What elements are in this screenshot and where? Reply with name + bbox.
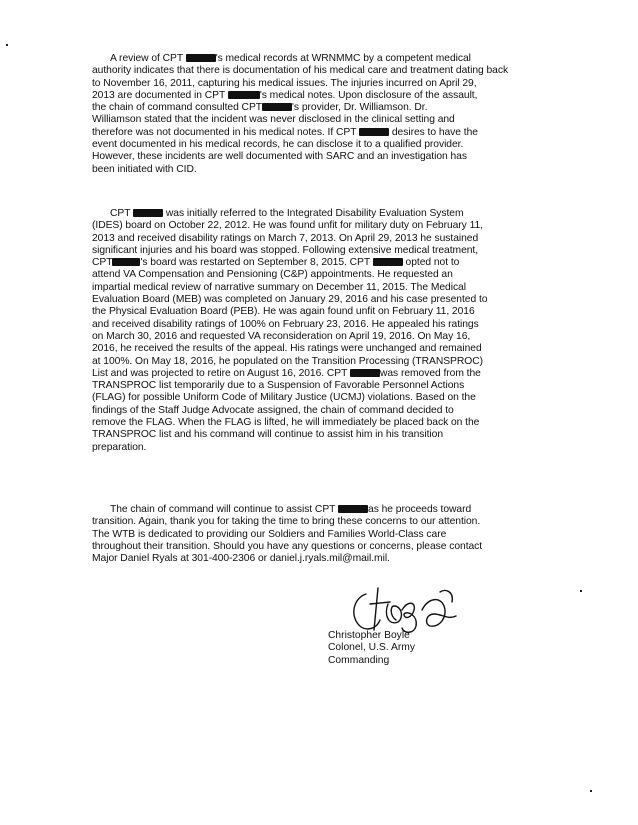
text-line: preparation. (92, 441, 147, 453)
paragraph-closing (92, 504, 576, 565)
text-line: 2016, he received the results of the appeal. His ratings were unchanged and remained (92, 343, 482, 355)
redaction-bar (373, 258, 403, 266)
redaction-bar (338, 505, 368, 513)
redaction-bar (350, 369, 380, 377)
text-line: transition. Again, thank you for taking the time to bring these concerns to our attention. (92, 516, 481, 528)
scan-speck (590, 790, 592, 792)
text-line: remove the FLAG. When the FLAG is lifted, he will immediately be placed back on the (92, 417, 480, 429)
text-line: findings of the Staff Judge Advocate assigned, the chain of command decided to (92, 404, 454, 416)
signer-name: Christopher Boyle (328, 630, 410, 641)
text-line: (FLAG) for possible Uniform Code of Military Justice (UCMJ) violations. Based on the (92, 392, 476, 404)
redaction-bar (112, 258, 140, 266)
text-line: Williamson stated that the incident was never disclosed in the clinical setting and (92, 114, 455, 126)
text-line: Evaluation Board (MEB) was completed on January 29, 2016 and his case presented to (92, 294, 488, 306)
text-line: However, these incidents are well documented with SARC and an investigation has (92, 151, 467, 163)
text-line: 2013 are documented in CPT 's medical notes. Upon disclosure of the assault, (92, 89, 478, 101)
text-line: to November 16, 2011, capturing his medical issues. The injuries incurred on April 29, (92, 77, 477, 89)
signer-rank: Colonel, U.S. Army (328, 642, 415, 654)
text-line: The WTB is dedicated to providing our Soldiers and Families World-Class care (92, 528, 447, 540)
text-line: the chain of command consulted CPT 's provider, Dr. Williamson. Dr. (92, 102, 428, 114)
text-line: CPT 's board was restarted on September 8, 2015. CPT opted not to (92, 257, 460, 269)
text-line: been initiated with CID. (92, 163, 197, 175)
signature-block (328, 630, 415, 667)
text-line: and received disability ratings of 100% on February 23, 2016. He appealed his ratings (92, 318, 479, 330)
text-line: significant injuries and his board was stopped. Following extensive medical treatment, (92, 244, 479, 256)
scan-speck (6, 44, 8, 46)
text-line: impartial medical review of narrative summary on December 11, 2015. The Medical (92, 281, 466, 293)
text-line: at 100%. On May 18, 2016, he populated on the Transition Processing (TRANSPROC) (92, 355, 483, 367)
text-line: List and was projected to retire on August 16, 2016. CPT was removed from the (92, 367, 481, 379)
redaction-bar (133, 209, 163, 217)
text-line: authority indicates that there is documentation of his medical care and treatment dating back (92, 65, 509, 77)
text-line: 2013 and received disability ratings on March 7, 2013. On April 29, 2013 he sustained (92, 232, 479, 244)
text-line: TRANSPROC list temporarily due to a Suspension of Favorable Personnel Actions (92, 380, 465, 392)
text-line: the Physical Evaluation Board (PEB). He was again found unfit on February 11, 2016 (92, 306, 475, 318)
text-line: throughout their transition. Should you have any questions or concerns, please contact (92, 540, 483, 552)
text-line: (IDES) board on October 22, 2012. He was found unfit for military duty on February 11, (92, 220, 483, 232)
paragraph-medical-records (92, 53, 576, 176)
text-line: therefore was not documented in his medical notes. If CPT desires to have the (92, 126, 478, 138)
text-line: A review of CPT 's medical records at WRNMMC by a competent medical (110, 53, 471, 64)
text-line: TRANSPROC list and his command will continue to assist him in his transition (92, 429, 444, 441)
redaction-bar (262, 103, 292, 111)
paragraph-ides-history (92, 208, 576, 454)
scan-speck (580, 590, 582, 592)
redaction-bar (186, 54, 216, 62)
text-line: CPT was initially referred to the Integrated Disability Evaluation System (110, 208, 464, 219)
signer-title: Commanding (328, 654, 390, 666)
text-line: The chain of command will continue to assist CPT as he proceeds toward (110, 504, 472, 515)
text-line: attend VA Compensation and Pensioning (C&P) appointments. He requested an (92, 269, 453, 281)
text-line: on March 30, 2016 and requested VA reconsideration on April 19, 2016. On May 16, (92, 330, 471, 342)
redaction-bar (228, 91, 260, 99)
text-line: Major Daniel Ryals at 301-400-2306 or daniel.j.ryals.mil@mail.mil. (92, 553, 390, 565)
redaction-bar (359, 128, 389, 136)
text-line: event documented in his medical records, he can disclose it to a qualified provider. (92, 139, 464, 151)
